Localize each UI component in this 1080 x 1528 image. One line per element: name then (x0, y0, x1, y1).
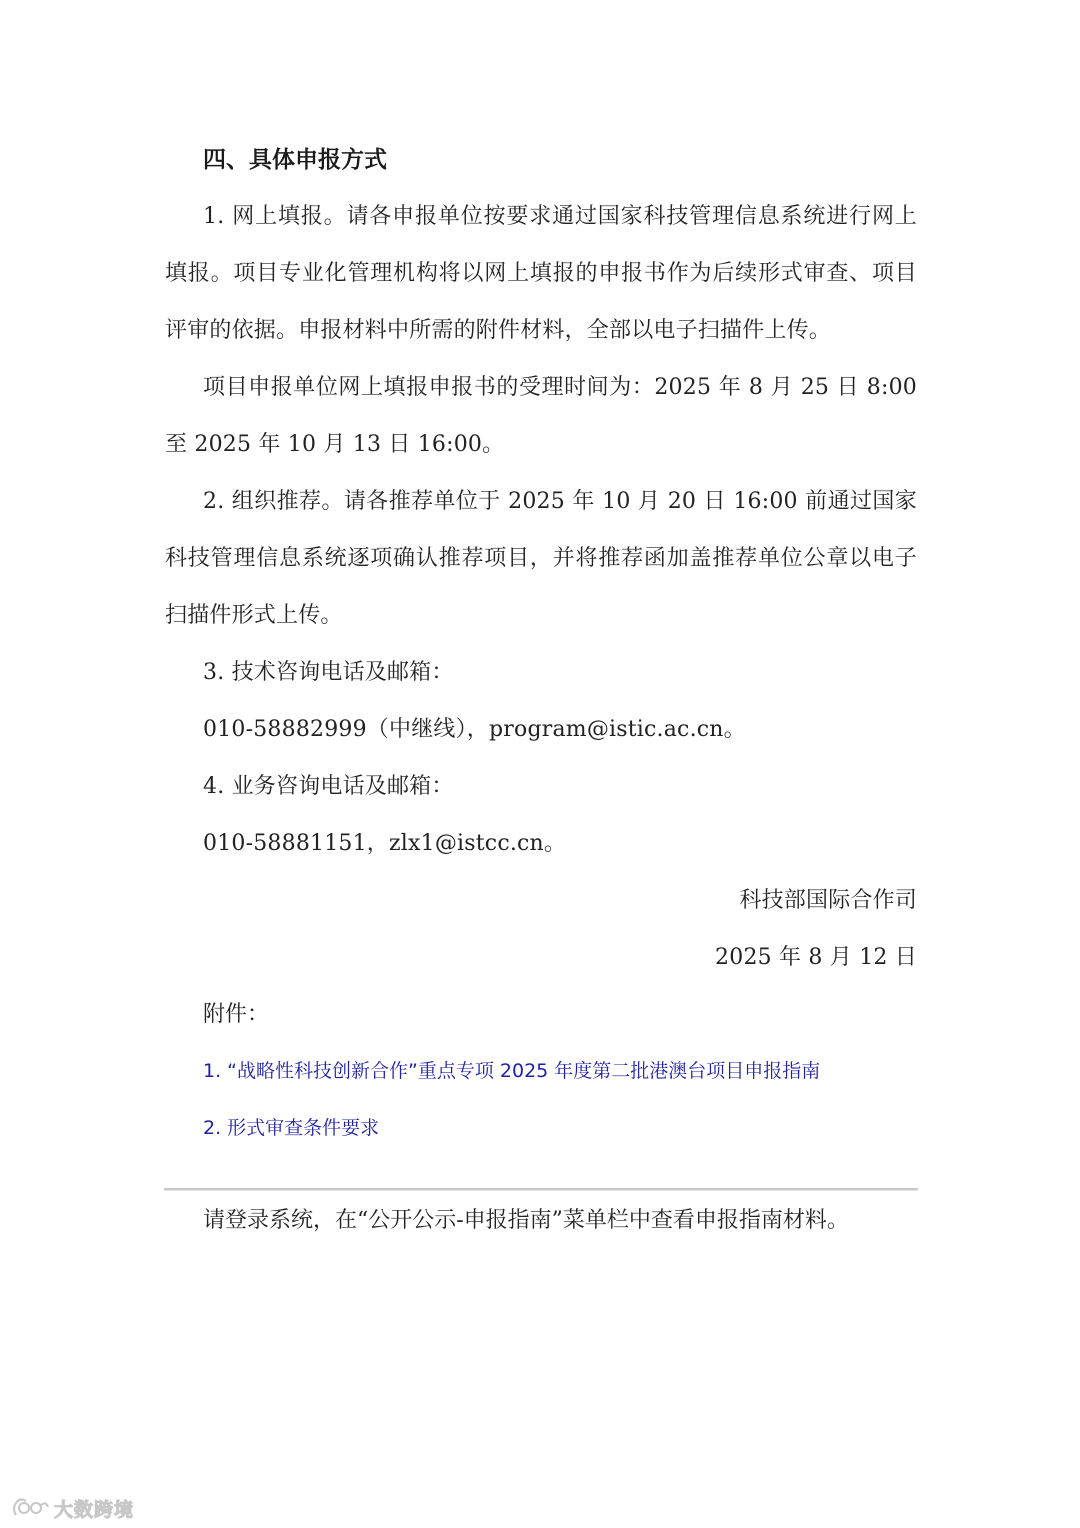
paragraph-business-contact-info: 010-58881151，zlx1@istcc.cn。 (203, 831, 567, 856)
paragraph-acceptance-period: 项目申报单位网上填报申报书的受理时间为：2025 年 8 月 25 日 8:00 至 2025 年 10 月 13 日 16:00。 (165, 375, 917, 457)
paragraph-recommendation: 2. 组织推荐。请各推荐单位于 2025 年 10 月 20 日 16:00 前通过国家科技管理信息系统逐项确认推荐项目，并将推荐函加盖推荐单位公章以电子扫描件形式上传。 (165, 489, 917, 628)
attachment-link-guide[interactable]: 1. “战略性科技创新合作”重点专项 2025 年度第二批港澳台项目申报指南 (203, 1060, 821, 1082)
section-heading: 四、具体申报方式 (203, 147, 387, 173)
attachment-link-requirements[interactable]: 2. 形式审查条件要求 (203, 1117, 380, 1139)
attachments-label: 附件： (203, 1002, 270, 1027)
paragraph-online-filing: 1. 网上填报。请各申报单位按要求通过国家科技管理信息系统进行网上填报。项目专业化管理机构将以网上填报的申报书作为后续形式审查、项目评审的依据。申报材料中所需的附件材料，全部以电子扫描件上传。 (165, 204, 917, 343)
paragraph-tech-contact-info: 010-58882999（中继线），program@istic.ac.cn。 (203, 717, 746, 742)
paragraph-tech-contact-label: 3. 技术咨询电话及邮箱： (203, 660, 454, 685)
signature-date: 2025 年 8 月 12 日 (715, 945, 917, 970)
brand-logo-icon (10, 1495, 50, 1521)
watermark (10, 1493, 134, 1523)
paragraph-business-contact-label: 4. 业务咨询电话及邮箱： (203, 774, 454, 799)
document-body (165, 132, 917, 1157)
section-divider (164, 1188, 918, 1191)
footer-note: 请登录系统，在“公开公示-申报指南”菜单栏中查看申报指南材料。 (203, 1208, 849, 1233)
signature-org: 科技部国际合作司 (739, 888, 917, 913)
watermark-text: 大数跨境 (54, 1498, 135, 1521)
attachments-list (165, 1043, 917, 1157)
